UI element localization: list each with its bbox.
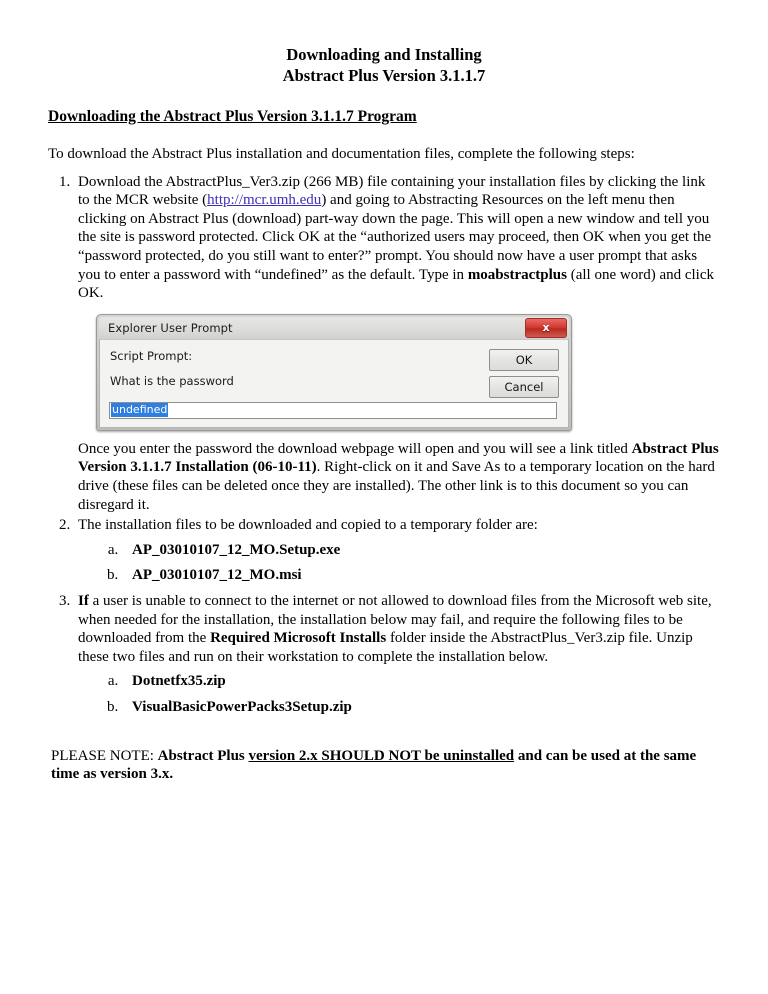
document-title xyxy=(48,44,720,87)
document-title-line-2: Abstract Plus Version 3.1.1.7 xyxy=(282,66,486,86)
password-value: moabstractplus xyxy=(467,266,567,283)
password-question-label: What is the password xyxy=(110,374,234,389)
step-item-1 xyxy=(74,173,720,515)
explorer-user-prompt-dialog xyxy=(96,314,572,431)
password-input[interactable] xyxy=(109,402,557,419)
step-2-text: The installation files to be downloaded and copied to a temporary folder are: xyxy=(78,517,538,534)
password-input-value: undefined xyxy=(112,403,168,417)
script-prompt-label: Script Prompt: xyxy=(110,348,193,363)
post-dialog-text-part-2: . Right-click on it and Save As to a temporary location on the hard drive (these files can be deleted once they are installed). The other link is to this document so you can disregard it. xyxy=(78,459,715,513)
step-3-bold-lead: If xyxy=(78,593,89,609)
step-item-3 xyxy=(74,592,720,717)
steps-list xyxy=(48,173,720,717)
note-bold-underline: version 2.x SHOULD NOT be uninstalled xyxy=(248,747,515,764)
step-1-text-part-1: Download the AbstractPlus_Ver3.zip (266 MB) file containing your installation files by clicking the link to the MCR website ( xyxy=(78,173,706,209)
note-bold-1: Abstract Plus xyxy=(157,747,249,764)
post-dialog-paragraph xyxy=(78,440,720,514)
step-1-text-part-3: (all one word) and click OK. xyxy=(78,266,715,302)
step-3-text-part-2: folder inside the AbstractPlus_Ver3.zip file. Unzip these two files and run on their workstation to complete the installation below. xyxy=(78,630,693,665)
explorer-user-prompt-screenshot xyxy=(96,314,720,431)
list-item: a. AP_03010107_12_MO.Setup.exe xyxy=(122,541,720,560)
required-microsoft-installs-folder: Required Microsoft Installs xyxy=(210,630,387,647)
installation-link-title: Abstract Plus Version 3.1.1.7 Installation (06-10-11) xyxy=(78,440,719,476)
list-item: b. VisualBasicPowerPacks3Setup.zip xyxy=(122,698,720,717)
cancel-button[interactable]: Cancel xyxy=(489,376,559,398)
note-lead: PLEASE NOTE: xyxy=(51,747,158,764)
list-item: a. Dotnetfx35.zip xyxy=(122,672,720,691)
step-2-file-list xyxy=(78,541,720,585)
mcr-website-link[interactable]: http://mcr.umh.edu xyxy=(207,192,322,209)
document-title-line-1: Downloading and Installing xyxy=(286,45,482,64)
dialog-title: Explorer User Prompt xyxy=(108,320,233,335)
dialog-body xyxy=(99,339,569,428)
section-heading: Downloading the Abstract Plus Version 3.1.1.7 Program xyxy=(48,107,417,125)
close-icon[interactable]: x xyxy=(525,318,567,338)
list-item: b. AP_03010107_12_MO.msi xyxy=(122,566,720,585)
note-bold-2: and can be used at the same time as version 3.x. xyxy=(51,747,697,783)
step-item-2 xyxy=(74,516,720,585)
post-dialog-text-part-1: Once you enter the password the download webpage will open and you will see a link titled xyxy=(78,440,632,457)
step-3-file-list xyxy=(78,672,720,716)
intro-paragraph: To download the Abstract Plus installation and documentation files, complete the following steps: xyxy=(48,146,635,163)
please-note-paragraph xyxy=(48,747,720,784)
step-1-text-part-2: ) and going to Abstracting Resources on the left menu then clicking on Abstract Plus (download) part-way down the page. This will open a new window and tell you the site is password protected. Click OK at the “authorized users may proceed, then OK when you get the “password protected, do you still want to enter?” prompt. You should now have a user prompt that asks you to enter a password with “undefined” as the default. Type in xyxy=(78,192,712,283)
dialog-titlebar xyxy=(99,317,569,339)
ok-button[interactable]: OK xyxy=(489,349,559,371)
step-3-text-part-1: a user is unable to connect to the internet or not allowed to download files from the Microsoft web site, when needed for the installation, the installation below may fail, and require the following files to be downloaded from the xyxy=(78,593,712,647)
